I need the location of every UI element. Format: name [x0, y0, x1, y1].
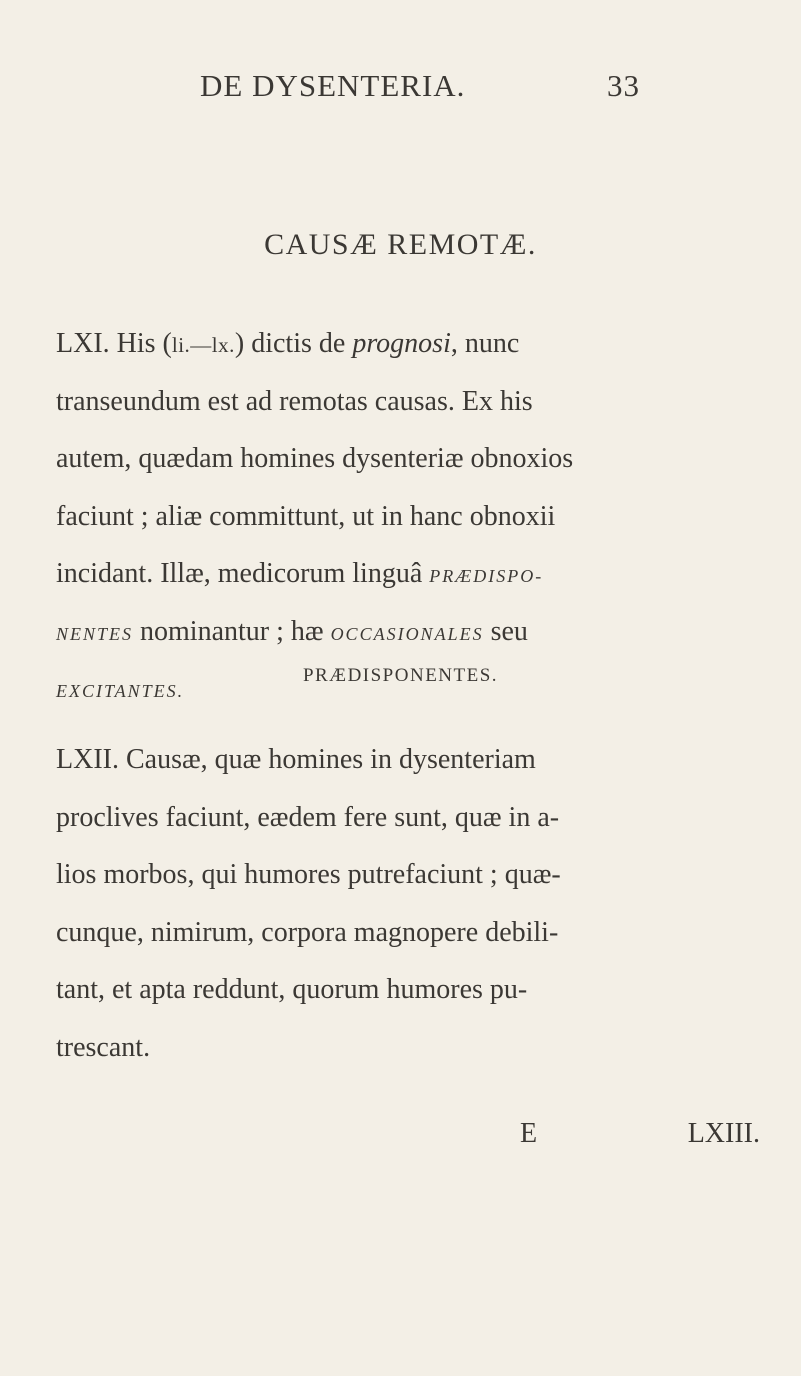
running-head-title: DE DYSENTERIA. — [200, 68, 466, 103]
cross-reference: li.—lx. — [171, 333, 235, 357]
italic-smallcaps-term: OCCASIONALES — [330, 623, 484, 644]
text-line — [56, 315, 756, 373]
italic-smallcaps-term: NENTES — [56, 623, 134, 644]
text-line: trescant. — [56, 1031, 151, 1063]
text-line — [56, 603, 756, 661]
text-line: proclives faciunt, eædem fere sunt, quæ in a- — [56, 801, 560, 833]
text-line: transeundum est ad remotas causas. Ex his — [56, 385, 533, 417]
running-head — [200, 68, 640, 108]
text-segment: incidant. Illæ, medicorum linguâ — [56, 558, 430, 589]
italic-term: prognosi — [352, 328, 451, 359]
text-segment: nominantur ; hæ — [133, 615, 331, 647]
catchword: LXIII. — [687, 1118, 760, 1149]
italic-smallcaps-term: PRÆDISPO- — [429, 566, 544, 586]
text-segment: seu — [483, 615, 528, 647]
text-segment: , nunc — [450, 328, 520, 359]
signature-mark: E — [520, 1118, 538, 1149]
text-line: LXII. Causæ, quæ homines in dysenteriam — [56, 744, 536, 775]
text-line: lios morbos, qui humores putrefaciunt ; quæ- — [56, 859, 561, 890]
page-number: 33 — [607, 68, 640, 103]
section-title: CAUSÆ REMOTÆ. — [264, 228, 537, 261]
text-line: tant, et apta reddunt, quorum humores pu- — [56, 974, 528, 1005]
text-line: cunque, nimirum, corpora magnopere debili- — [56, 916, 559, 948]
text-segment: LXI. His ( — [56, 328, 172, 359]
page-footer — [520, 1118, 760, 1158]
text-line: autem, quædam homines dysenteriæ obnoxios — [56, 443, 574, 474]
text-line: faciunt ; aliæ committunt, ut in hanc obnoxii — [56, 500, 556, 532]
italic-smallcaps-term: EXCITANTES. — [56, 681, 185, 701]
paragraph-lxi — [56, 315, 756, 718]
text-line — [56, 545, 756, 603]
paragraph-lxii — [56, 731, 756, 1076]
sub-heading: PRÆDISPONENTES. — [302, 665, 499, 686]
text-segment: ) dictis de — [234, 328, 353, 359]
